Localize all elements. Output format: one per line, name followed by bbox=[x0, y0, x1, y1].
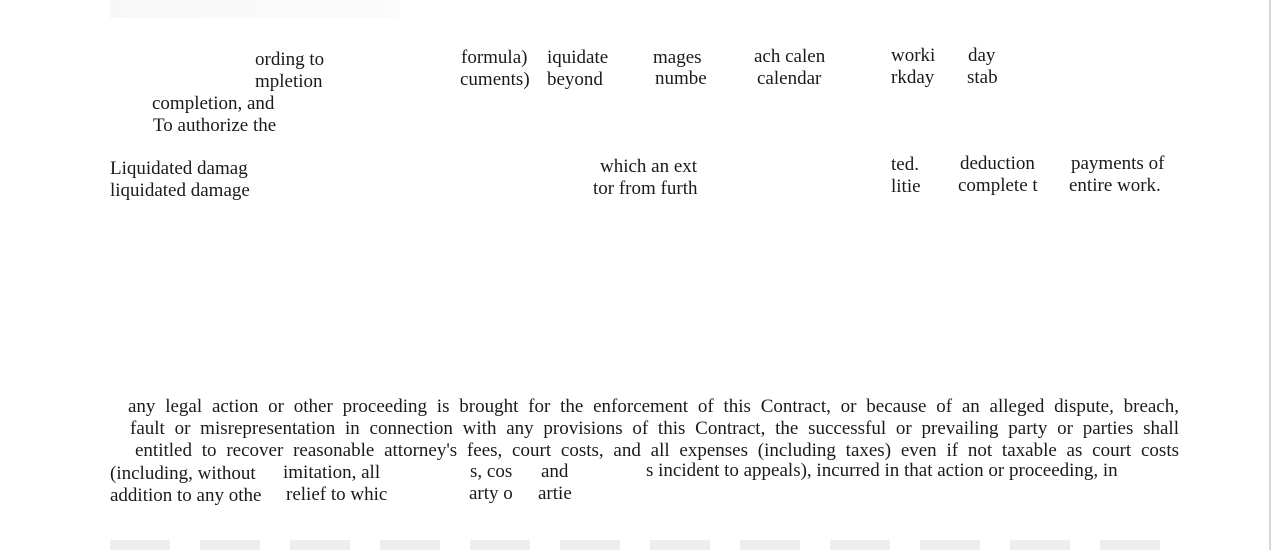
text-fragment: deduction bbox=[960, 153, 1035, 174]
text-fragment: entire work. bbox=[1069, 175, 1161, 196]
text-fragment: liquidated damage bbox=[110, 180, 250, 201]
text-fragment: beyond bbox=[547, 69, 603, 90]
text-fragment: ted. bbox=[891, 154, 919, 175]
text-fragment: addition to any othe bbox=[110, 485, 262, 506]
text-fragment: ach calen bbox=[754, 46, 826, 67]
page-edge bbox=[1269, 0, 1271, 550]
faded-footer-text bbox=[110, 540, 1175, 550]
faded-header-text bbox=[110, 0, 400, 18]
text-fragment: litie bbox=[891, 176, 921, 197]
text-fragment: and bbox=[541, 461, 569, 482]
text-fragment: s, cos bbox=[470, 461, 513, 482]
text-fragment: cuments) bbox=[460, 69, 530, 90]
text-fragment: complete t bbox=[958, 175, 1038, 196]
text-fragment: completion, and bbox=[152, 93, 275, 114]
text-fragment: artie bbox=[538, 483, 572, 504]
text-fragment: To authorize the bbox=[153, 115, 277, 136]
text-fragment: payments of bbox=[1071, 153, 1165, 174]
text-fragment: imitation, all bbox=[283, 462, 381, 483]
text-fragment: tor from furth bbox=[593, 178, 698, 199]
text-fragment: rkday bbox=[891, 67, 935, 88]
text-fragment: mpletion bbox=[255, 71, 323, 92]
text-fragment: worki bbox=[891, 45, 936, 66]
text-fragment: iquidate bbox=[547, 47, 609, 68]
text-fragment: arty o bbox=[469, 483, 513, 504]
text-fragment: mages bbox=[653, 47, 702, 68]
paragraph-line: any legal action or other proceeding is brought for the enforcement of this Contract, or because of an alleged dispute, breach, bbox=[128, 396, 1179, 417]
text-fragment: which an ext bbox=[600, 156, 698, 177]
text-fragment: stab bbox=[967, 67, 998, 88]
text-fragment: (including, without bbox=[110, 463, 256, 484]
text-fragment: formula) bbox=[461, 47, 528, 68]
text-fragment: numbe bbox=[655, 68, 707, 89]
paragraph-line: entitled to recover reasonable attorney's fees, court costs, and all expenses (including taxes) even if not taxable as court costs bbox=[135, 440, 1179, 461]
text-fragment: day bbox=[968, 45, 996, 66]
text-fragment: calendar bbox=[757, 68, 822, 89]
text-fragment: relief to whic bbox=[286, 484, 388, 505]
text-fragment: ording to bbox=[255, 49, 325, 70]
text-fragment: Liquidated damag bbox=[110, 158, 248, 179]
paragraph-line: fault or misrepresentation in connection with any provisions of this Contract, the successful or prevailing party or parties shall bbox=[130, 418, 1179, 439]
text-fragment: s incident to appeals), incurred in that action or proceeding, in bbox=[646, 460, 1118, 481]
